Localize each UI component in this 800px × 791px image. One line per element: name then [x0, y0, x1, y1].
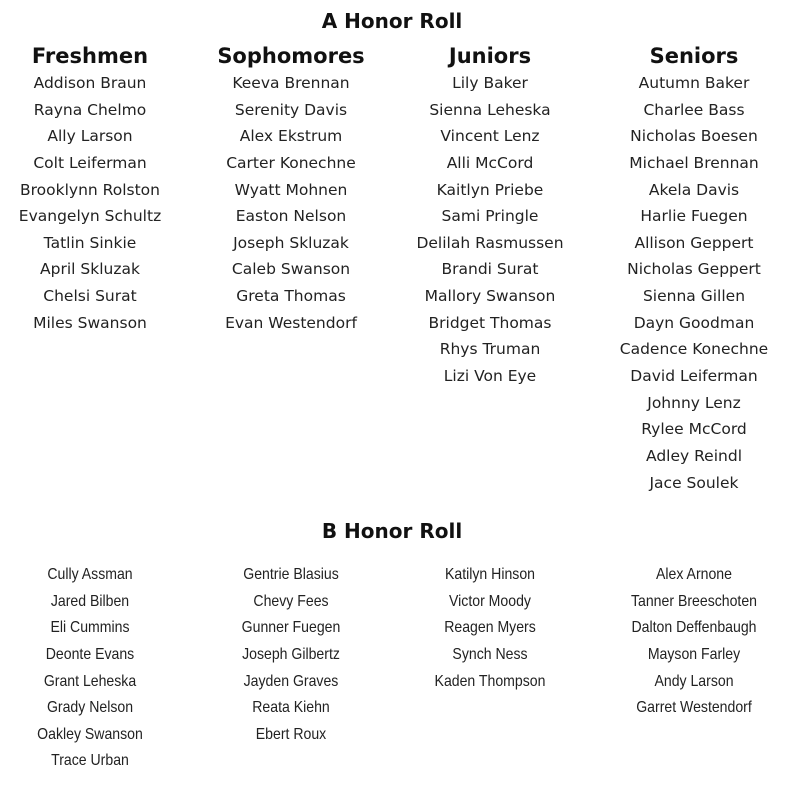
class-heading: Seniors: [649, 44, 739, 68]
student-name: Vincent Lenz: [440, 127, 540, 146]
student-name: Deonte Evans: [45, 645, 135, 663]
student-name: Rayna Chelmo: [33, 100, 147, 119]
student-name: Allison Geppert: [634, 233, 754, 252]
student-name: Tatlin Sinkie: [43, 233, 137, 252]
b-honor_roll-column: [186, 562, 396, 748]
student-name: Synch Ness: [452, 645, 528, 663]
student-name: Chevy Fees: [253, 592, 329, 610]
student-name: Nicholas Geppert: [627, 260, 761, 279]
student-name: Katilyn Hinson: [444, 566, 536, 583]
student-name: Adley Reindl: [646, 446, 742, 465]
student-name: Harlie Fuegen: [640, 207, 748, 226]
student-name: Alli McCord: [446, 153, 534, 172]
student-name: Garret Westendorf: [636, 699, 752, 717]
student-name: Carter Konechne: [226, 153, 356, 172]
student-name: Jace Soulek: [649, 473, 739, 492]
b-honor_roll-column: [385, 562, 595, 695]
student-name: David Leiferman: [630, 367, 758, 386]
student-name: Gentrie Blasius: [243, 566, 339, 583]
student-name: Evangelyn Schultz: [18, 207, 162, 226]
student-name: Brandi Surat: [441, 260, 539, 279]
student-name: Sami Pringle: [441, 207, 539, 226]
student-name: Keeva Brennan: [232, 74, 350, 92]
a-honor-roll-title: A Honor Roll: [321, 9, 463, 33]
student-name: Greta Thomas: [236, 287, 346, 306]
student-name: Sienna Leheska: [429, 100, 551, 119]
student-name: Lily Baker: [452, 74, 528, 92]
student-name: Ebert Roux: [255, 725, 327, 743]
student-name: Tanner Breeschoten: [630, 592, 758, 610]
student-name: Joseph Gilbertz: [242, 645, 340, 663]
b-honor_roll-column: [589, 562, 799, 722]
student-name: Nicholas Boesen: [630, 127, 758, 146]
student-name: Trace Urban: [51, 752, 129, 770]
student-name: Dayn Goodman: [633, 313, 755, 332]
student-name: Cully Assman: [47, 566, 133, 583]
student-name: Easton Nelson: [235, 207, 347, 226]
student-name: Alex Ekstrum: [239, 127, 343, 146]
student-name: Bridget Thomas: [428, 313, 552, 332]
class-heading: Juniors: [448, 44, 532, 68]
b-honor-roll-title: B Honor Roll: [321, 519, 463, 543]
student-name: Evan Westendorf: [225, 313, 357, 332]
student-name: Brooklynn Rolston: [20, 180, 160, 199]
class-heading: Freshmen: [31, 44, 149, 68]
student-name: Sienna Gillen: [642, 287, 746, 306]
student-name: Miles Swanson: [33, 313, 147, 332]
student-name: Rylee McCord: [641, 420, 747, 439]
student-name: Reagen Myers: [444, 619, 536, 637]
student-name: Mallory Swanson: [424, 287, 556, 306]
student-name: Kaitlyn Priebe: [436, 180, 544, 199]
student-name: Michael Brennan: [629, 153, 759, 172]
student-name: Gunner Fuegen: [241, 619, 341, 637]
student-name: Andy Larson: [654, 672, 734, 690]
student-name: Wyatt Mohnen: [234, 180, 348, 199]
student-name: Cadence Konechne: [619, 340, 769, 359]
student-name: Akela Davis: [648, 180, 740, 199]
student-name: Mayson Farley: [647, 645, 741, 663]
student-name: Jared Bilben: [50, 592, 130, 610]
student-name: Grant Leheska: [43, 672, 137, 690]
student-name: Kaden Thompson: [434, 672, 546, 690]
class-heading: Sophomores: [217, 44, 365, 68]
student-name: Joseph Skluzak: [233, 233, 349, 252]
student-name: Alex Arnone: [656, 566, 732, 583]
student-name: Delilah Rasmussen: [416, 233, 564, 252]
a-honor_roll-column: [385, 42, 595, 390]
student-name: Johnny Lenz: [647, 393, 741, 412]
a-honor_roll-column: [186, 42, 396, 336]
student-name: Rhys Truman: [439, 340, 541, 359]
student-name: Addison Braun: [33, 74, 147, 92]
b-honor_roll-column: [0, 562, 195, 775]
student-name: Dalton Deffenbaugh: [631, 619, 757, 637]
student-name: Grady Nelson: [46, 699, 134, 717]
student-name: April Skluzak: [40, 260, 140, 279]
student-name: Autumn Baker: [638, 74, 750, 92]
student-name: Serenity Davis: [234, 100, 348, 119]
a-honor_roll-column: [589, 42, 799, 496]
student-name: Charlee Bass: [643, 100, 745, 119]
student-name: Jayden Graves: [243, 672, 339, 690]
student-name: Chelsi Surat: [43, 287, 137, 306]
student-name: Reata Kiehn: [252, 699, 330, 717]
student-name: Lizi Von Eye: [443, 367, 537, 386]
student-name: Ally Larson: [47, 127, 133, 146]
student-name: Oakley Swanson: [37, 725, 143, 743]
student-name: Colt Leiferman: [33, 153, 147, 172]
a-honor_roll-column: [0, 42, 195, 336]
student-name: Eli Cummins: [50, 619, 130, 637]
student-name: Caleb Swanson: [231, 260, 351, 279]
student-name: Victor Moody: [449, 592, 531, 610]
